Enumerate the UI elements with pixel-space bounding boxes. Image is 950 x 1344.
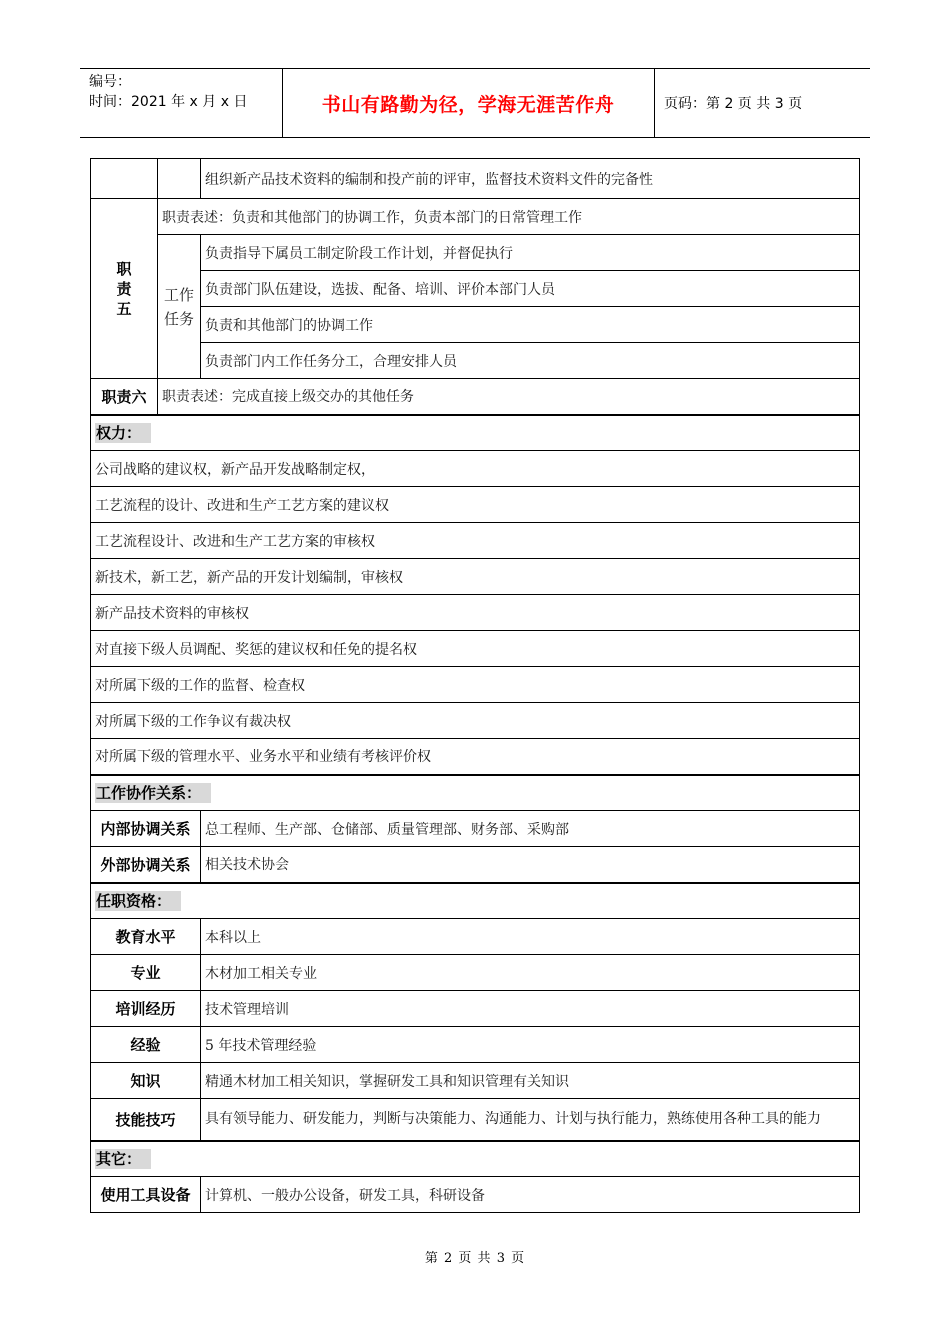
page-info: 页码：第 2 页 共 3 页 <box>664 96 803 112</box>
other-title: 其它： <box>91 1141 860 1177</box>
external-value: 相关技术协会 <box>201 847 860 883</box>
table-row <box>91 235 860 271</box>
internal-label: 内部协调关系 <box>91 811 201 847</box>
list-item <box>91 523 860 559</box>
qualification-label: 教育水平 <box>91 919 201 955</box>
external-label: 外部协调关系 <box>91 847 201 883</box>
tools-label: 使用工具设备 <box>91 1177 201 1213</box>
duty5-title: 职 责 五 <box>91 199 158 379</box>
authority-item: 对所属下级的工作争议有裁决权 <box>91 703 860 739</box>
list-item <box>91 451 860 487</box>
duty6-title: 职责六 <box>91 379 158 415</box>
qualification-value: 5 年技术管理经验 <box>201 1027 860 1063</box>
page-header <box>80 68 870 138</box>
authority-item: 新技术，新工艺，新产品的开发计划编制，审核权 <box>91 559 860 595</box>
table-row <box>91 271 860 307</box>
qualification-label: 培训经历 <box>91 991 201 1027</box>
section-row <box>91 1141 860 1177</box>
section-row <box>91 775 860 811</box>
table-row <box>91 199 860 235</box>
qualification-value: 技术管理培训 <box>201 991 860 1027</box>
task-item: 负责和其他部门的协调工作 <box>201 307 860 343</box>
qualification-value: 具有领导能力、研发能力，判断与决策能力、沟通能力、计划与执行能力，熟练使用各种工具的能力 <box>201 1099 860 1141</box>
authority-title: 权力： <box>91 415 860 451</box>
table-row <box>91 1099 860 1141</box>
empty-cell <box>91 159 158 199</box>
table-row <box>91 307 860 343</box>
list-item <box>91 487 860 523</box>
table-row <box>91 159 860 199</box>
qualification-title: 任职资格： <box>91 883 860 919</box>
table-row <box>91 1027 860 1063</box>
duty6-desc: 职责表述：完成直接上级交办的其他任务 <box>158 379 860 415</box>
table-row <box>91 1177 860 1213</box>
cooperation-title: 工作协作关系： <box>91 775 860 811</box>
qualification-label: 专业 <box>91 955 201 991</box>
authority-item: 对所属下级的管理水平、业务水平和业绩有考核评价权 <box>91 739 860 775</box>
authority-item: 工艺流程设计、改进和生产工艺方案的审核权 <box>91 523 860 559</box>
qualification-label: 经验 <box>91 1027 201 1063</box>
qualification-label: 知识 <box>91 1063 201 1099</box>
duty-item: 组织新产品技术资料的编制和投产前的评审，监督技术资料文件的完备性 <box>201 159 860 199</box>
authority-item: 新产品技术资料的审核权 <box>91 595 860 631</box>
task-item: 负责部门队伍建设，选拔、配备、培训、评价本部门人员 <box>201 271 860 307</box>
table-row <box>91 919 860 955</box>
table-row <box>91 991 860 1027</box>
qualification-value: 木材加工相关专业 <box>201 955 860 991</box>
table-row <box>91 847 860 883</box>
page-footer: 第 2 页 共 3 页 <box>424 1251 526 1266</box>
motto: 书山有路勤为径，学海无涯苦作舟 <box>321 93 615 116</box>
section-row <box>91 415 860 451</box>
authority-item: 工艺流程的设计、改进和生产工艺方案的建议权 <box>91 487 860 523</box>
section-row <box>91 883 860 919</box>
authority-item: 公司战略的建议权，新产品开发战略制定权， <box>91 451 860 487</box>
table-row <box>91 379 860 415</box>
task-item: 负责部门内工作任务分工，合理安排人员 <box>201 343 860 379</box>
number-label: 编号： <box>89 74 131 90</box>
qualification-value: 精通木材加工相关知识，掌握研发工具和知识管理有关知识 <box>201 1063 860 1099</box>
job-description-table <box>90 158 860 1213</box>
authority-item: 对直接下级人员调配、奖惩的建议权和任免的提名权 <box>91 631 860 667</box>
task-item: 负责指导下属员工制定阶段工作计划，并督促执行 <box>201 235 860 271</box>
tasks-label: 工作 任务 <box>158 235 201 379</box>
table-row <box>91 955 860 991</box>
duty5-desc: 职责表述：负责和其他部门的协调工作，负责本部门的日常管理工作 <box>158 199 860 235</box>
empty-cell <box>158 159 201 199</box>
list-item <box>91 739 860 775</box>
authority-item: 对所属下级的工作的监督、检查权 <box>91 667 860 703</box>
list-item <box>91 703 860 739</box>
list-item <box>91 631 860 667</box>
list-item <box>91 667 860 703</box>
time-label: 时间：2021 年 x 月 x 日 <box>89 94 248 110</box>
table-row <box>91 811 860 847</box>
table-row <box>91 1063 860 1099</box>
tools-value: 计算机、一般办公设备，研发工具，科研设备 <box>201 1177 860 1213</box>
qualification-value: 本科以上 <box>201 919 860 955</box>
qualification-label: 技能技巧 <box>91 1099 201 1141</box>
internal-value: 总工程师、生产部、仓储部、质量管理部、财务部、采购部 <box>201 811 860 847</box>
divider <box>654 69 655 137</box>
list-item <box>91 595 860 631</box>
list-item <box>91 559 860 595</box>
table-row <box>91 343 860 379</box>
header-meta <box>89 72 247 112</box>
